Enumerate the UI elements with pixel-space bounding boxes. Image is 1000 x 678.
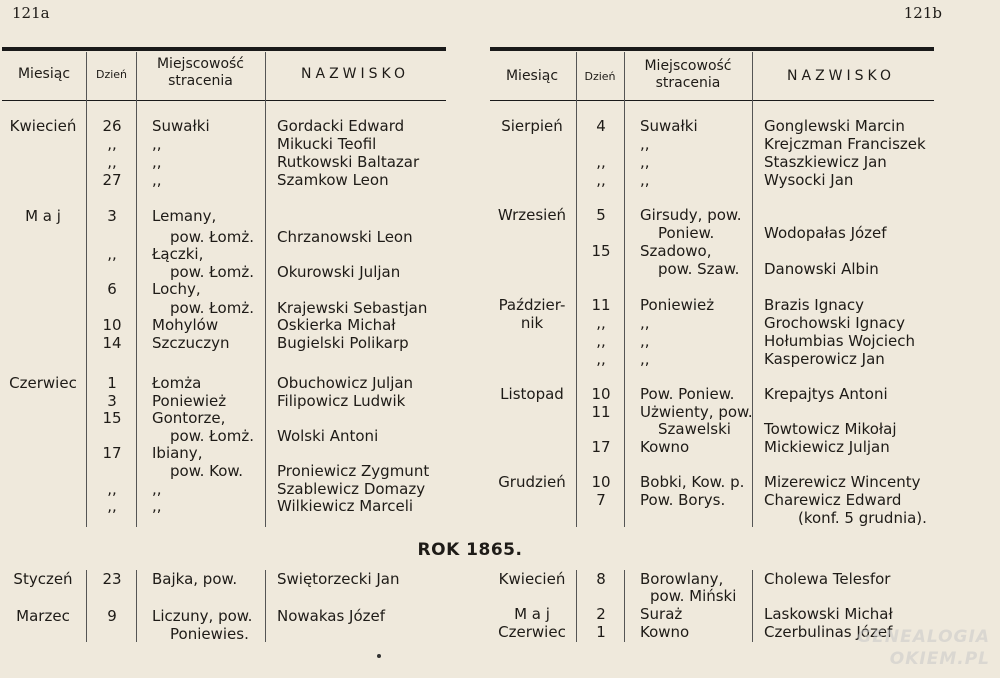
day-cell: 23 xyxy=(102,570,122,588)
day-cell: ,, xyxy=(107,245,117,263)
month-cell: Kwiecień xyxy=(9,117,77,135)
day-cell: 11 xyxy=(591,296,611,314)
month-cell: Czerwiec xyxy=(498,623,566,641)
name-cell: Wolski Antoni xyxy=(277,427,379,445)
name-cell: Gonglewski Marcin xyxy=(764,117,905,135)
name-cell: Krajewski Sebastjan xyxy=(277,299,428,317)
place-cell: Bajka, pow. xyxy=(152,570,238,588)
section-title: ROK 1865. xyxy=(417,540,523,560)
place-cell: Kowno xyxy=(640,438,690,456)
name-cell: Szablewicz Domazy xyxy=(277,480,426,498)
month-cell: nik xyxy=(520,314,544,332)
day-cell: 8 xyxy=(596,570,606,588)
name-cell: Grochowski Ignacy xyxy=(764,314,906,332)
col-divider xyxy=(265,52,266,527)
page-number-left: 121a xyxy=(12,4,50,22)
day-cell: 7 xyxy=(596,491,606,509)
header-month: Miesiąc xyxy=(505,68,559,84)
day-cell: 3 xyxy=(107,392,117,410)
place-cell: Poniewież xyxy=(152,392,227,410)
name-cell: Krepajtys Antoni xyxy=(764,385,888,403)
place-cell: Liczuny, pow. xyxy=(152,607,253,625)
watermark: GENEALOGIA OKIEM.PL xyxy=(857,627,990,669)
col-divider xyxy=(624,52,625,527)
place-cell: Pow. Poniew. xyxy=(640,385,735,403)
day-cell: 26 xyxy=(102,117,122,135)
day-cell: 6 xyxy=(107,280,117,298)
place-cell: Suwałki xyxy=(152,117,210,135)
place-cell: ,, xyxy=(152,171,162,189)
month-cell: Paździer- xyxy=(498,296,566,314)
place-cell: Suraż xyxy=(640,605,683,623)
place-cell: Poniewies. xyxy=(170,625,249,643)
name-cell: Brazis Ignacy xyxy=(764,296,865,314)
place-cell: Borowlany, xyxy=(640,570,724,588)
name-cell: Gordacki Edward xyxy=(277,117,405,135)
day-cell: 9 xyxy=(107,607,117,625)
header-month: Miesiąc xyxy=(17,66,71,82)
day-cell: 1 xyxy=(107,374,117,392)
day-cell: ,, xyxy=(596,171,606,189)
name-cell: Nowakas Józef xyxy=(277,607,386,625)
day-cell: ,, xyxy=(596,332,606,350)
month-cell: Grudzień xyxy=(498,473,566,491)
place-cell: Gontorze, xyxy=(152,409,226,427)
place-cell: Szawelski xyxy=(658,420,731,438)
day-cell: 10 xyxy=(102,316,122,334)
day-cell: ,, xyxy=(107,480,117,498)
place-cell: Pow. Borys. xyxy=(640,491,726,509)
day-cell: 15 xyxy=(102,409,122,427)
place-cell: Suwałki xyxy=(640,117,698,135)
place-cell: ,, xyxy=(640,332,650,350)
day-cell: 3 xyxy=(107,207,117,225)
header-rule-right xyxy=(490,100,934,101)
col-divider xyxy=(576,52,577,527)
name-cell: Filipowicz Ludwik xyxy=(277,392,406,410)
day-cell: 10 xyxy=(591,473,611,491)
month-cell: Kwiecień xyxy=(498,570,566,588)
place-cell: ,, xyxy=(152,480,162,498)
col-divider xyxy=(576,570,577,642)
name-cell: Rutkowski Baltazar xyxy=(277,153,420,171)
print-dot xyxy=(377,654,381,658)
month-cell: Listopad xyxy=(500,385,564,403)
top-rule-right xyxy=(490,47,934,51)
name-cell: Wodopałas Józef xyxy=(764,224,887,242)
col-divider xyxy=(265,570,266,642)
day-cell: 27 xyxy=(102,171,122,189)
month-cell: M a j xyxy=(25,207,61,225)
day-cell: 4 xyxy=(596,117,606,135)
place-cell: ,, xyxy=(152,497,162,515)
place-cell: Lemany, xyxy=(152,207,217,225)
col-divider xyxy=(86,570,87,642)
page-number-right: 121b xyxy=(903,4,942,22)
name-cell: Danowski Albin xyxy=(764,260,879,278)
day-cell: ,, xyxy=(107,497,117,515)
place-cell: Ibiany, xyxy=(152,444,203,462)
month-cell: Marzec xyxy=(16,607,70,625)
top-rule-left xyxy=(2,47,446,51)
day-cell: 5 xyxy=(596,206,606,224)
place-cell: ,, xyxy=(152,135,162,153)
day-cell: 10 xyxy=(591,385,611,403)
day-cell: 2 xyxy=(596,605,606,623)
header-rule-left xyxy=(2,100,446,101)
place-cell: pow. Szaw. xyxy=(658,260,740,278)
name-cell: Hołumbias Wojciech xyxy=(764,332,915,350)
place-cell: pow. Łomż. xyxy=(170,228,254,246)
place-cell: Poniewież xyxy=(640,296,715,314)
day-cell: ,, xyxy=(596,153,606,171)
col-divider xyxy=(86,52,87,527)
day-cell: 15 xyxy=(591,242,611,260)
place-cell: Szadowo, xyxy=(640,242,712,260)
place-cell: pow. Łomż. xyxy=(170,427,254,445)
place-cell: Łomża xyxy=(152,374,202,392)
name-cell: Kasperowicz Jan xyxy=(764,350,885,368)
month-cell: Styczeń xyxy=(13,570,73,588)
name-cell: Proniewicz Zygmunt xyxy=(277,462,430,480)
name-cell: Charewicz Edward xyxy=(764,491,902,509)
month-cell: Sierpień xyxy=(501,117,563,135)
day-cell: 17 xyxy=(591,438,611,456)
name-cell: Mikucki Teofil xyxy=(277,135,377,153)
place-cell: Girsudy, pow. xyxy=(640,206,742,224)
day-cell: 14 xyxy=(102,334,122,352)
place-cell: Mohylów xyxy=(152,316,219,334)
name-cell: Mizerewicz Wincenty xyxy=(764,473,921,491)
name-cell: Cholewa Telesfor xyxy=(764,570,891,588)
name-cell: Czerbulinas Józef xyxy=(764,623,893,641)
place-cell: ,, xyxy=(640,171,650,189)
col-divider xyxy=(624,570,625,642)
day-cell: 1 xyxy=(596,623,606,641)
month-cell: Czerwiec xyxy=(9,374,77,392)
place-cell: pow. Kow. xyxy=(170,462,244,480)
name-cell: Szamkow Leon xyxy=(277,171,389,189)
header-name: NAZWISKO xyxy=(301,66,409,82)
day-cell: ,, xyxy=(107,153,117,171)
day-cell: ,, xyxy=(596,314,606,332)
header-place: Miejscowość stracenia xyxy=(156,56,245,89)
name-cell: Okurowski Juljan xyxy=(277,263,401,281)
day-cell: 17 xyxy=(102,444,122,462)
place-cell: Użwienty, pow. xyxy=(640,403,753,421)
place-cell: ,, xyxy=(640,314,650,332)
header-day: Dzień xyxy=(95,68,128,81)
place-cell: ,, xyxy=(152,153,162,171)
name-cell: (konf. 5 grudnia). xyxy=(798,509,927,527)
header-day: Dzień xyxy=(584,70,616,83)
place-cell: pow. Łomż. xyxy=(170,299,254,317)
col-divider xyxy=(752,52,753,527)
header-name: NAZWISKO xyxy=(787,68,895,84)
col-divider xyxy=(752,570,753,642)
place-cell: Lochy, xyxy=(152,280,201,298)
name-cell: Laskowski Michał xyxy=(764,605,893,623)
place-cell: ,, xyxy=(640,350,650,368)
name-cell: Swiętorzecki Jan xyxy=(277,570,400,588)
month-cell: Wrzesień xyxy=(497,206,567,224)
name-cell: Mickiewicz Juljan xyxy=(764,438,890,456)
name-cell: Wysocki Jan xyxy=(764,171,854,189)
name-cell: Krejczman Franciszek xyxy=(764,135,926,153)
place-cell: ,, xyxy=(640,135,650,153)
name-cell: Bugielski Polikarp xyxy=(277,334,409,352)
month-cell: M a j xyxy=(514,605,550,623)
place-cell: Bobki, Kow. p. xyxy=(640,473,745,491)
name-cell: Wilkiewicz Marceli xyxy=(277,497,414,515)
place-cell: pow. Łomż. xyxy=(170,263,254,281)
name-cell: Staszkiewicz Jan xyxy=(764,153,887,171)
name-cell: Chrzanowski Leon xyxy=(277,228,413,246)
name-cell: Towtowicz Mikołaj xyxy=(764,420,897,438)
day-cell: ,, xyxy=(596,350,606,368)
col-divider xyxy=(136,570,137,642)
place-cell: pow. Miński xyxy=(650,587,737,605)
place-cell: Poniew. xyxy=(658,224,715,242)
place-cell: Kowno xyxy=(640,623,690,641)
col-divider xyxy=(136,52,137,527)
day-cell: ,, xyxy=(107,135,117,153)
day-cell: 11 xyxy=(591,403,611,421)
name-cell: Obuchowicz Juljan xyxy=(277,374,414,392)
name-cell: Oskierka Michał xyxy=(277,316,396,334)
place-cell: ,, xyxy=(640,153,650,171)
place-cell: Szczuczyn xyxy=(152,334,230,352)
header-place: Miejscowość stracenia xyxy=(644,58,732,91)
place-cell: Łączki, xyxy=(152,245,204,263)
